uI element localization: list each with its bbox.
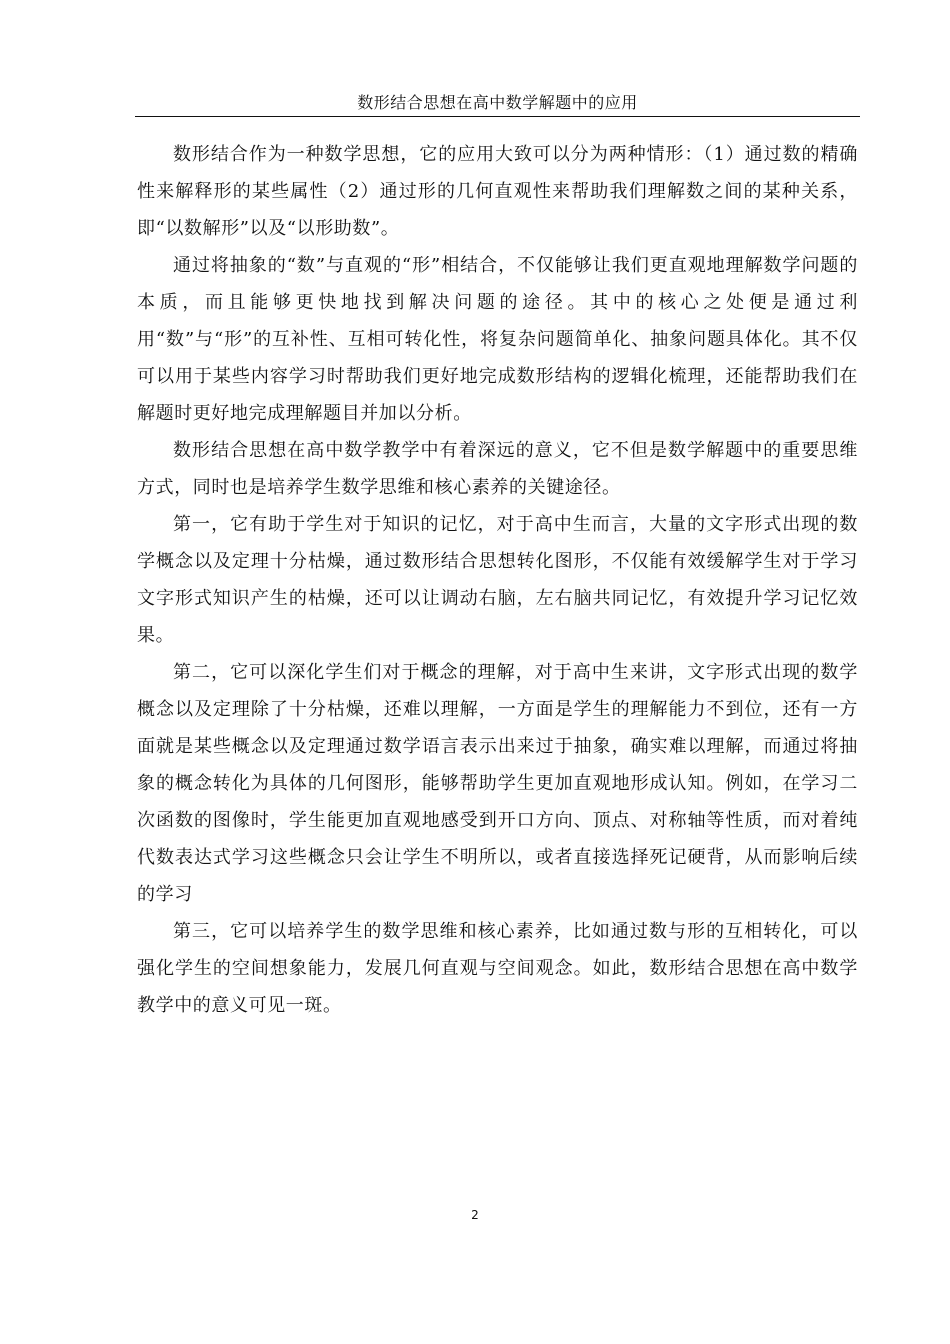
page-number: 2 [471,1208,479,1222]
paragraph: 第二，它可以深化学生们对于概念的理解，对于高中生来讲，文字形式出现的数学概念以及定理除了十分枯燥，还难以理解，一方面是学生的理解能力不到位，还有一方面就是某些概念以及定理通过数学语言表示出来过于抽象，确实难以理解，而通过将抽象的概念转化为具体的几何图形，能够帮助学生更加直观地形成认知。例如，在学习二次函数的图像时，学生能更加直观地感受到开口方向、顶点、对称轴等性质，而对着纯代数表达式学习这些概念只会让学生不明所以，或者直接选择死记硬背，从而影响后续的学习 [137,662,858,905]
paragraph: 数形结合作为一种数学思想，它的应用大致可以分为两种情形：（1）通过数的精确性来解释形的某些属性（2）通过形的几何直观性来帮助我们理解数之间的某种关系，即“以数解形”以及“以形助数”。 [137,144,858,239]
paragraph: 第三，它可以培养学生的数学思维和核心素养，比如通过数与形的互相转化，可以强化学生的空间想象能力，发展几何直观与空间观念。如此，数形结合思想在高中数学教学中的意义可见一斑。 [137,921,858,1016]
header-rule [135,116,860,117]
paragraph: 数形结合思想在高中数学教学中有着深远的意义，它不但是数学解题中的重要思维方式，同时也是培养学生数学思维和核心素养的关键途径。 [137,440,858,498]
running-header-title: 数形结合思想在高中数学解题中的应用 [357,93,638,112]
paragraph: 通过将抽象的“数”与直观的“形”相结合，不仅能够让我们更直观地理解数学问题的本质，而且能够更快地找到解决问题的途径。其中的核心之处便是通过利用“数”与“形”的互补性、互相可转化性，将复杂问题简单化、抽象问题具体化。其不仅可以用于某些内容学习时帮助我们更好地完成数形结构的逻辑化梳理，还能帮助我们在解题时更好地完成理解题目并加以分析。 [137,255,858,424]
paragraph: 第一，它有助于学生对于知识的记忆，对于高中生而言，大量的文字形式出现的数学概念以及定理十分枯燥，通过数形结合思想转化图形，不仅能有效缓解学生对于学习文字形式知识产生的枯燥，还可以让调动右脑，左右脑共同记忆，有效提升学习记忆效果。 [137,514,858,646]
body-text [137,136,858,1024]
